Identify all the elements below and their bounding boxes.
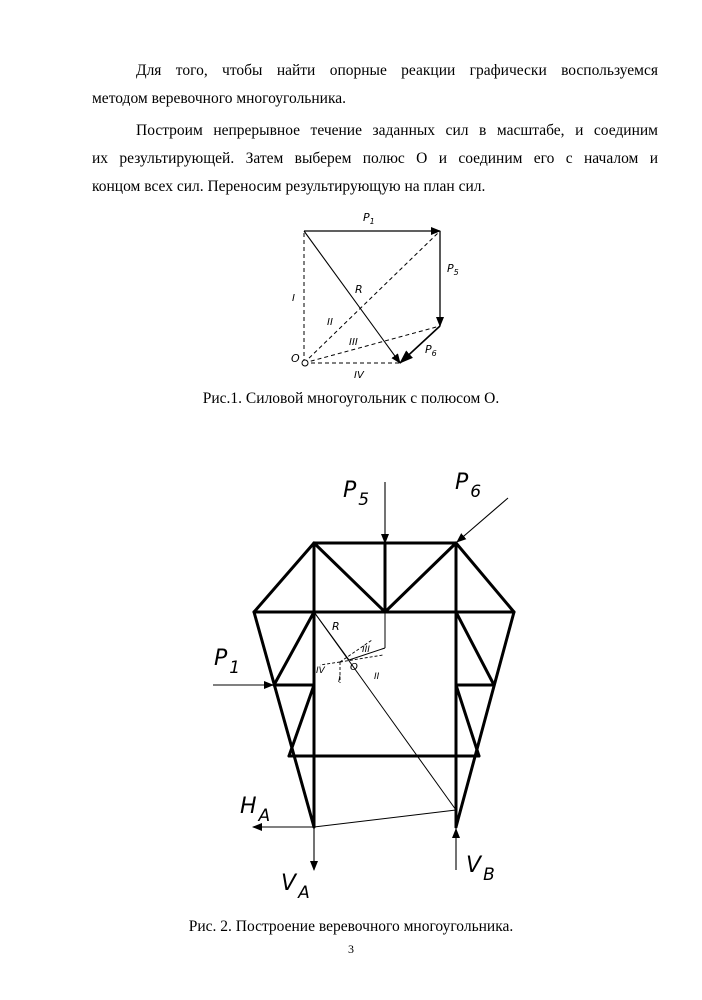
label-p5: $P_5$ <box>447 262 459 277</box>
label-ray-2-truss: II <box>374 672 380 682</box>
label-ray-4-truss: IV <box>316 666 325 676</box>
paragraph-2-line-2: их результирующей. Затем выберем полюс О и соединим его с началом и <box>92 150 658 167</box>
label-ray-3: III <box>349 337 358 348</box>
label-ray-3-truss: III <box>362 645 370 655</box>
label-r: R <box>355 283 363 296</box>
label-ray-4: IV <box>354 370 364 381</box>
label-p5-truss: P $_5$ <box>343 478 370 510</box>
paragraph-1-line-2: методом веревочного многоугольника. <box>92 90 347 107</box>
paragraph-2-line-1: Построим непрерывное течение заданных сил в масштабе, и соединим <box>136 122 658 139</box>
figure-1-caption: Рис.1. Силовой многоугольник с полюсом О. <box>202 390 500 407</box>
label-p1: $P_1$ <box>363 211 375 226</box>
paragraph-1-line-1: Для того, чтобы найти опорные реакции графически воспользуемся <box>136 62 658 79</box>
label-o: O <box>291 352 300 365</box>
label-r-truss: R <box>332 620 340 633</box>
truss-structure <box>254 543 514 827</box>
label-ray-2: II <box>327 317 333 328</box>
force-p6-arrow <box>457 498 508 542</box>
label-ha: H $_A$ <box>240 794 271 826</box>
figure-2-caption: Рис. 2. Построение веревочного многоугольника. <box>188 918 514 935</box>
label-va: V $_A$ <box>281 871 310 903</box>
label-ray-1: I <box>292 293 295 304</box>
label-ray-1-truss: I <box>338 675 341 685</box>
paragraph-2-line-3: концом всех сил. Переносим результирующую на план сил. <box>92 178 486 195</box>
funicular-lines <box>314 612 456 827</box>
label-p1-truss: P $_1$ <box>214 646 241 678</box>
page-number: 3 <box>348 942 354 956</box>
label-p6: $P_6$ <box>425 343 437 358</box>
label-vb: V $_B$ <box>466 853 495 885</box>
label-o-truss: O <box>350 662 358 673</box>
label-p6-truss: P $_6$ <box>455 470 482 502</box>
